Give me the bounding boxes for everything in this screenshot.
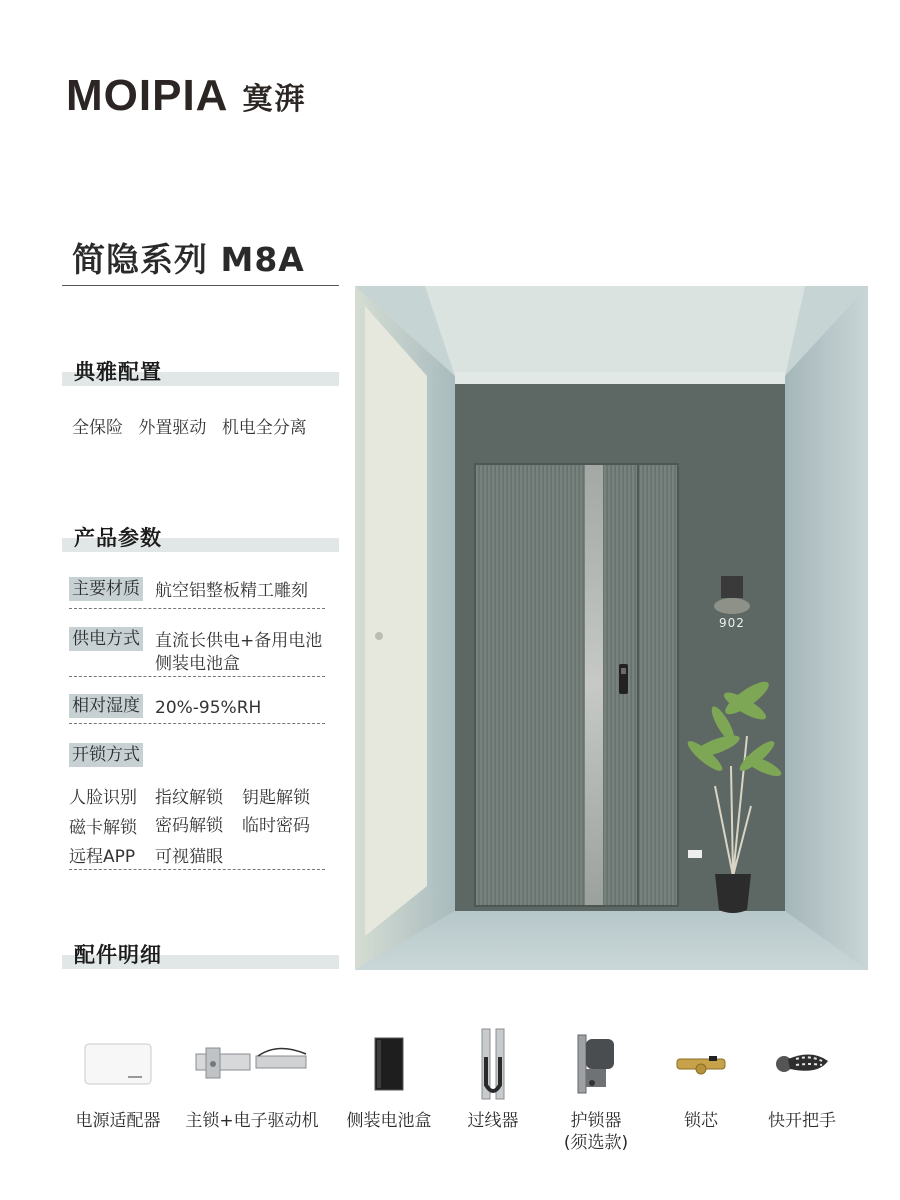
accessory-label: 锁芯 [684, 1111, 718, 1131]
house-number: 902 [719, 616, 745, 630]
accessory-quick-handle [762, 1024, 842, 1132]
accessory-main-lock [180, 1024, 324, 1132]
unlock-divider [69, 869, 325, 870]
unlock-method: 可视猫眼 [155, 847, 223, 867]
param-key: 开锁方式 [69, 743, 143, 767]
section-label: 产品参数 [74, 526, 162, 550]
unlock-method: 密码解锁 [155, 816, 223, 836]
accessory-label: 电源适配器 [75, 1111, 161, 1131]
wire-passer-icon [458, 1024, 528, 1104]
accessory-lock-guard [555, 1024, 637, 1154]
lock-cylinder-icon [670, 1024, 732, 1104]
param-value-line2: 侧装电池盒 [155, 654, 240, 674]
decorative-strip [585, 464, 603, 906]
unlock-method: 指纹解锁 [155, 788, 223, 808]
accessory-label: 过线器 [467, 1111, 519, 1131]
accessory-power-adapter [70, 1024, 166, 1132]
brand-name-cn: 寞湃 [242, 82, 307, 117]
power-adapter-icon [70, 1024, 166, 1104]
product-title: 简隐系列 M8A [72, 240, 305, 279]
param-value: 直流长供电+备用电池 [155, 631, 323, 651]
main-lock-icon [180, 1024, 324, 1104]
wall-lamp [721, 576, 743, 598]
unlock-method: 钥匙解锁 [242, 788, 310, 808]
unlock-method: 人脸识别 [69, 788, 137, 808]
param-value: 航空铝整板精工雕刻 [155, 581, 308, 601]
unlock-method: 远程APP [69, 847, 136, 867]
lock-guard-icon [555, 1024, 637, 1104]
quick-handle-icon [762, 1024, 842, 1104]
unlock-method: 临时密码 [242, 816, 310, 836]
accessory-label: 主锁+电子驱动机 [185, 1111, 319, 1131]
accessory-wire-passer [458, 1024, 528, 1132]
param-key: 供电方式 [69, 627, 143, 651]
unlock-method: 磁卡解锁 [69, 818, 137, 838]
accessory-label: 护锁器 [570, 1111, 622, 1131]
feature-item: 全保险 [72, 418, 123, 438]
door-scene [355, 286, 868, 970]
section-label: 配件明细 [74, 943, 162, 967]
accessory-battery-box [340, 1024, 438, 1132]
accessory-label: 快开把手 [768, 1111, 836, 1131]
feature-list [72, 413, 315, 438]
feature-item: 外置驱动 [138, 418, 207, 438]
accessory-lock-cylinder [670, 1024, 732, 1132]
section-label: 典雅配置 [74, 360, 162, 384]
side-door [365, 306, 427, 936]
param-row-material [69, 577, 325, 609]
accessory-note: (须选款) [563, 1133, 629, 1153]
feature-item: 机电全分离 [221, 418, 307, 438]
section-heading-config [62, 356, 339, 388]
brand-logo [66, 71, 307, 120]
accessory-label: 侧装电池盒 [346, 1111, 432, 1131]
door-hero-image [355, 286, 868, 970]
param-row-humidity [69, 694, 325, 724]
param-row-unlock [69, 743, 325, 769]
param-value: 20%-95%RH [155, 698, 262, 718]
battery-box-icon [340, 1024, 438, 1104]
param-row-power [69, 627, 325, 677]
section-heading-accessories [62, 939, 339, 971]
param-key: 相对湿度 [69, 694, 143, 718]
section-heading-params [62, 522, 339, 554]
param-key: 主要材质 [69, 577, 143, 601]
title-divider [62, 285, 339, 286]
brand-name-latin: MOIPIA [66, 71, 229, 120]
